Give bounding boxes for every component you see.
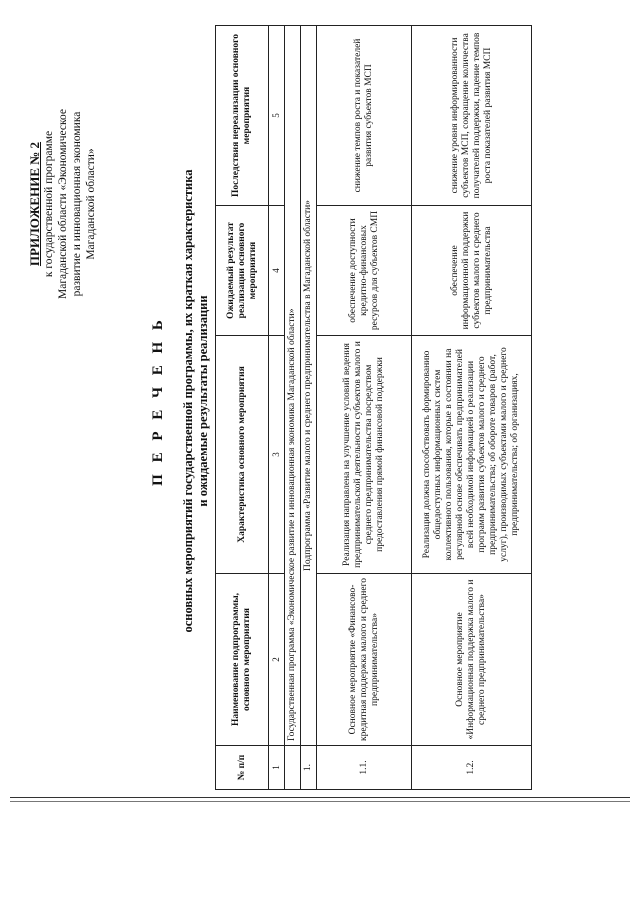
measures-table	[215, 25, 532, 790]
row-characteristic: Реализация должна способствовать формированию общедоступных информационных систем коллективного пользования, которые в состоянии на регулярной основе обеспечивать предпринимателей всей необходимой информацией о реализации программ развития субъектов малого и среднего предпринимательства; об обороте товаров (работ, услуг), производимых субъектами малого и среднего предпринимательства; об организациях,	[412, 336, 532, 574]
appendix-line: развитие и инновационная экономика	[71, 111, 83, 297]
header-num: № п/п	[216, 746, 269, 790]
page-divider	[10, 801, 630, 802]
table-row	[317, 26, 412, 790]
page-divider	[10, 797, 630, 798]
column-number-row	[269, 26, 285, 790]
header-result: Ожидаемый результат реализации основного мероприятия	[216, 206, 269, 336]
appendix-line: Магаданской области «Экономическое	[57, 109, 69, 299]
row-num: 1.2.	[412, 746, 532, 790]
row-consequence: снижение темпов роста и показателей развития субъектов МСП	[317, 26, 412, 206]
row-num: 1.1.	[317, 746, 412, 790]
document-title: П Е Р Е Ч Е Н Ь	[150, 316, 166, 486]
subprogram-title: Подпрограмма «Развитие малого и среднего предпринимательства в Магаданской области»	[301, 26, 317, 746]
appendix-title: ПРИЛОЖЕНИЕ № 2	[27, 141, 42, 267]
program-title: Государственная программа «Экономическое развитие и инновационная экономика Магаданской области»	[285, 26, 301, 746]
row-result: обеспечение доступности кредитно-финансовых ресурсов для субъектов СМП	[317, 206, 412, 336]
row-name: Основное мероприятие «Информационная поддержка малого и среднего предпринимательства»	[412, 574, 532, 746]
header-consequence: Последствия нереализации основного мероприятия	[216, 26, 269, 206]
column-number: 3	[269, 336, 285, 574]
column-number: 5	[269, 26, 285, 206]
column-number: 1	[269, 746, 285, 790]
header-characteristic: Характеристика основного мероприятия	[216, 336, 269, 574]
header-name: Наименование подпрограммы, основного мероприятия	[216, 574, 269, 746]
document-subtitle: и ожидаемые результаты реализации	[196, 295, 210, 507]
appendix-line: к государственной программе	[43, 130, 55, 278]
table-row	[412, 26, 532, 790]
appendix-block	[28, 54, 98, 354]
header-row	[216, 26, 269, 790]
rotated-page	[10, 6, 610, 796]
appendix-line: Магаданской области»	[85, 148, 97, 260]
row-result: обеспечение информационной поддержки субъектов малого и среднего предпринимательства	[412, 206, 532, 336]
row-characteristic: Реализация направлена на улучшение условий ведения предпринимательской деятельности субъектов малого и среднего предпринимательства посредством предоставления прямой финансовой поддержки	[317, 336, 412, 574]
row-consequence: снижение уровня информированности субъектов МСП, сокращение количества получателей поддержки, падение темпов роста показателей развития МСП	[412, 26, 532, 206]
column-number: 2	[269, 574, 285, 746]
program-row	[285, 26, 301, 790]
document-title-block	[150, 6, 211, 796]
subprogram-num: 1.	[301, 746, 317, 790]
column-number: 4	[269, 206, 285, 336]
subprogram-row	[301, 26, 317, 790]
document-subtitle: основных мероприятий государственной программы, их краткая характеристика	[181, 169, 195, 633]
row-name: Основное мероприятие «Финансово-кредитная поддержка малого и среднего предпринимательства»	[317, 574, 412, 746]
program-num-cell	[285, 746, 301, 790]
